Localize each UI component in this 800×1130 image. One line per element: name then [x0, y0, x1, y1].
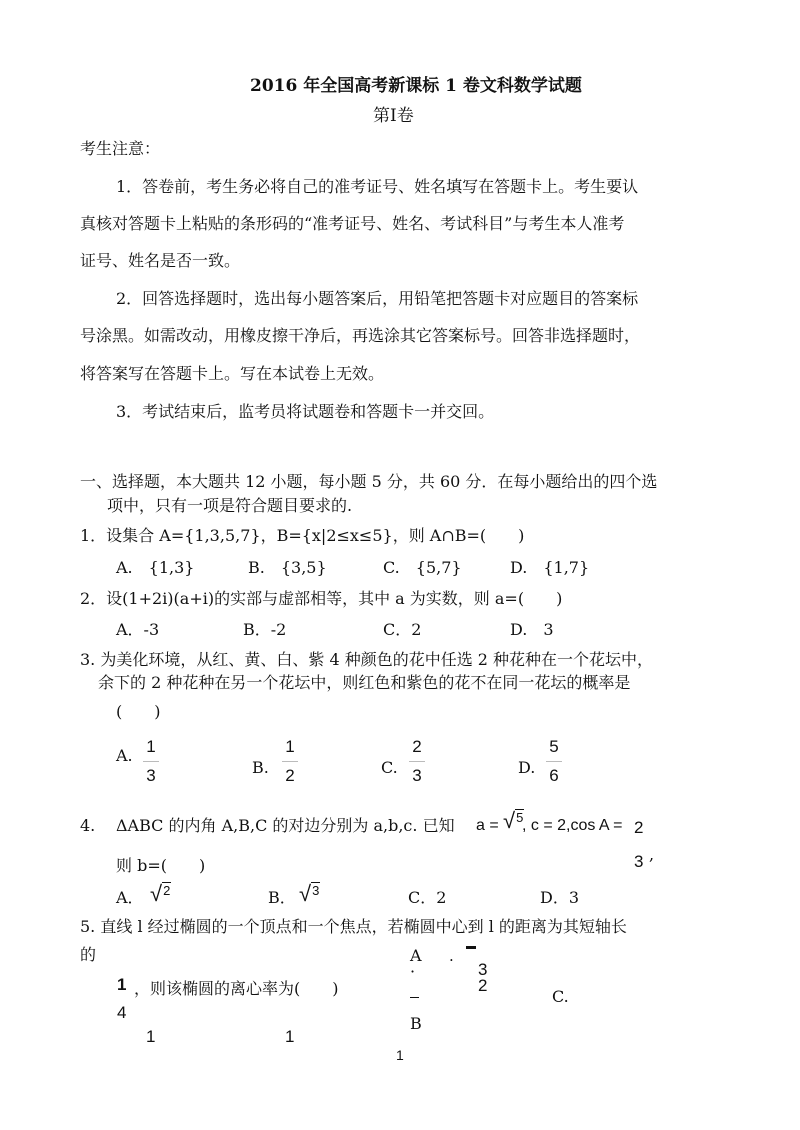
q3-stem-line3: ( ): [116, 702, 161, 721]
q3-label-c: C.: [381, 758, 398, 777]
q5-option-c-label: C.: [552, 987, 569, 1006]
q1-option-c: C. {5,7}: [383, 558, 462, 577]
q3-label-a: A.: [116, 746, 133, 765]
q5-option-a-denominator: 3: [478, 960, 488, 979]
q5-frac-denominator: 4: [117, 1003, 127, 1022]
notice-item2-line3: 将答案写在答题卡上。写在本试卷上无效。: [80, 364, 385, 383]
q5-stem-line1: 5. 直线 l 经过椭圆的一个顶点和一个焦点，若椭圆中心到 l 的距离为其短轴长: [80, 917, 627, 936]
q4-cos-denominator: 3: [634, 852, 644, 871]
q3-fraction-d: 5 6: [544, 736, 564, 787]
q1-stem: 1．设集合 A={1,3,5,7}，B={x|2≤x≤5}，则 A∩B=( ): [80, 526, 525, 545]
q4-option-a-sqrt2: √$^2$: [150, 881, 171, 906]
q4-option-c: C．2: [408, 888, 447, 907]
q5-frac-numerator: 1: [117, 975, 127, 994]
q3-fraction-c: 2 3: [407, 736, 427, 787]
q5-option-a-value: 2: [478, 976, 488, 995]
q1-option-a: A. {1,3}: [116, 558, 195, 577]
page-number: 1: [396, 1047, 404, 1063]
q5-numerator-1: 1: [146, 1027, 156, 1046]
q2-option-d: D. 3: [510, 620, 554, 639]
notice-item2-line1: 2．回答选择题时，选出每小题答案后，用铅笔把答题卡对应题目的答案标: [116, 289, 639, 308]
q4-option-d: D．3: [540, 888, 580, 907]
q1-option-d: D. {1,7}: [510, 558, 590, 577]
q4-sqrt5: √$^5$: [503, 808, 524, 833]
notice-item1-line3: 证号、姓名是否一致。: [80, 251, 241, 270]
notice-item3: 3．考试结束后，监考员将试题卷和答题卡一并交回。: [116, 402, 495, 421]
q4-option-b-sqrt3: √$^3$: [299, 881, 320, 906]
q5-option-b-label: B: [410, 1014, 422, 1033]
q5-option-a-dot: ·: [410, 962, 416, 981]
q4-condition-rest: , c = 2,cos A =: [522, 817, 623, 834]
notice-item1-line1: 1．答卷前，考生务必将自己的准考证号、姓名填写在答题卡上。考生要认: [116, 177, 639, 196]
q5-option-a-dot2: .: [449, 947, 454, 965]
q5-option-a-fraction-bar: [466, 946, 476, 949]
q5-stem-line2: 的: [80, 945, 97, 964]
q2-option-c: C．2: [383, 620, 422, 639]
notice-heading: 考生注意：: [80, 139, 161, 158]
q3-fraction-b: 1 2: [280, 736, 300, 787]
q4-stem: ΔABC 的内角 A,B,C 的对边分别为 a,b,c. 已知: [116, 816, 455, 835]
q4-option-a-label: A．: [116, 888, 144, 907]
q5-option-divider: [410, 997, 419, 998]
q2-option-b: B．-2: [243, 620, 287, 639]
q2-option-a: A．-3: [116, 620, 160, 639]
q5-stem-line3: ，则该椭圆的离心率为( ): [134, 979, 339, 998]
section-line2: 项中，只有一项是符合题目要求的.: [107, 496, 353, 515]
q4-number: 4.: [80, 816, 96, 835]
q4-cos-numerator: 2: [634, 818, 644, 837]
q4-condition-a: a =: [476, 817, 499, 834]
q1-option-b: B. {3,5}: [248, 558, 327, 577]
q5-numerator-2: 1: [285, 1027, 295, 1046]
notice-item2-line2: 号涂黑。如需改动，用橡皮擦干净后，再选涂其它答案标号。回答非选择题时，: [80, 326, 641, 345]
q3-label-b: B.: [252, 758, 269, 777]
q4-comma: ,: [649, 845, 655, 864]
volume-label: 第Ⅰ卷: [373, 106, 414, 126]
q3-fraction-a: 1 3: [141, 736, 161, 787]
q3-stem-line1: 3. 为美化环境，从红、黄、白、紫 4 种颜色的花中任选 2 种花种在一个花坛中，: [80, 650, 654, 669]
q4-option-b-label: B．: [268, 888, 296, 907]
q5-option-a-label: A: [410, 946, 422, 965]
q4-then: 则 b=( ): [116, 856, 206, 875]
q2-stem: 2．设(1+2i)(a+i)的实部与虚部相等，其中 a 为实数，则 a=( ): [80, 589, 563, 608]
section-line1: 一、选择题，本大题共 12 小题，每小题 5 分，共 60 分．在每小题给出的四个选: [80, 472, 658, 491]
q3-label-d: D.: [518, 758, 536, 777]
notice-item1-line2: 真核对答题卡上粘贴的条形码的“准考证号、姓名、考试科目”与考生本人准考: [80, 214, 625, 233]
page-title: 2016 年全国高考新课标 1 卷文科数学试题: [250, 76, 582, 96]
q3-stem-line2: 余下的 2 种花种在另一个花坛中，则红色和紫色的花不在同一花坛的概率是: [98, 673, 631, 692]
